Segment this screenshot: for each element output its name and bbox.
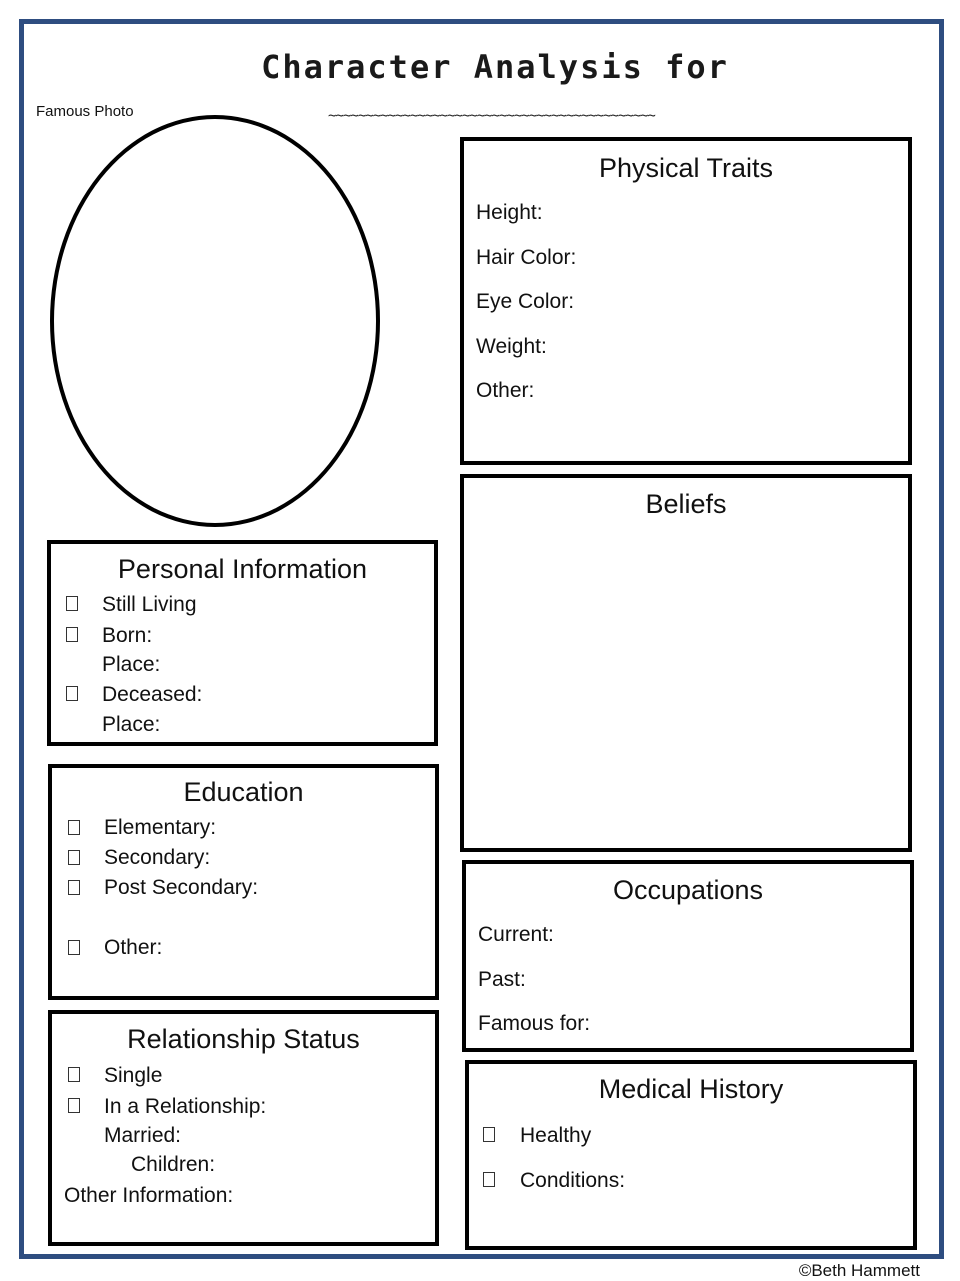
deceased-checkbox[interactable] <box>66 686 78 701</box>
personal-information-heading: Personal Information <box>117 554 368 584</box>
conditions-label: Conditions: <box>520 1169 626 1192</box>
post-secondary-label: Post Secondary: <box>104 876 259 899</box>
medical-history-box <box>465 1060 917 1250</box>
other-education-checkbox[interactable] <box>68 940 80 955</box>
eye-color-field[interactable]: Eye Color: <box>476 290 575 313</box>
weight-field[interactable]: Weight: <box>476 335 547 358</box>
physical-traits-box <box>460 137 912 465</box>
occupations-heading: Occupations <box>612 875 764 905</box>
married-label: Married: <box>104 1124 182 1147</box>
famous-for-field[interactable]: Famous for: <box>478 1012 591 1035</box>
secondary-label: Secondary: <box>104 846 211 869</box>
other-physical-field[interactable]: Other: <box>476 379 535 402</box>
relationship-status-box <box>48 1010 439 1246</box>
healthy-label: Healthy <box>520 1124 592 1147</box>
born-checkbox[interactable] <box>66 627 78 642</box>
past-occupation-field[interactable]: Past: <box>478 968 526 991</box>
hair-color-field[interactable]: Hair Color: <box>476 246 577 269</box>
beliefs-box[interactable] <box>460 474 912 852</box>
secondary-checkbox[interactable] <box>68 850 80 865</box>
conditions-checkbox[interactable] <box>483 1172 495 1187</box>
name-blank-line: ~~~~~~~~~~~~~~~~~~~~~~~~~~~~~~~~~~~~~~~~~~~~ <box>328 108 655 124</box>
death-place-label: Place: <box>102 713 161 736</box>
children-label: Children: <box>131 1153 216 1176</box>
photo-frame[interactable] <box>50 115 380 527</box>
elementary-checkbox[interactable] <box>68 820 80 835</box>
height-field[interactable]: Height: <box>476 201 543 224</box>
beliefs-heading: Beliefs <box>645 489 727 519</box>
current-occupation-field[interactable]: Current: <box>478 923 554 946</box>
occupations-box <box>462 860 914 1052</box>
birth-place-label: Place: <box>102 653 161 676</box>
other-information-label: Other Information: <box>64 1184 234 1207</box>
other-education-label: Other: <box>104 936 163 959</box>
photo-label: Famous Photo <box>36 103 134 120</box>
education-heading: Education <box>183 777 304 807</box>
personal-information-box <box>47 540 438 746</box>
born-label: Born: <box>102 624 153 647</box>
relationship-status-heading: Relationship Status <box>127 1024 360 1054</box>
healthy-checkbox[interactable] <box>483 1127 495 1142</box>
post-secondary-checkbox[interactable] <box>68 880 80 895</box>
in-relationship-checkbox[interactable] <box>68 1098 80 1113</box>
elementary-label: Elementary: <box>104 816 217 839</box>
still-living-label: Still Living <box>102 593 197 616</box>
deceased-label: Deceased: <box>102 683 203 706</box>
single-label: Single <box>104 1064 163 1087</box>
copyright-credit: ©Beth Hammett <box>798 1261 920 1280</box>
still-living-checkbox[interactable] <box>66 596 78 611</box>
physical-traits-heading: Physical Traits <box>598 153 774 183</box>
education-box <box>48 764 439 1000</box>
in-relationship-label: In a Relationship: <box>104 1095 267 1118</box>
single-checkbox[interactable] <box>68 1067 80 1082</box>
medical-history-heading: Medical History <box>598 1074 784 1104</box>
page-title: Character Analysis for <box>261 48 729 86</box>
